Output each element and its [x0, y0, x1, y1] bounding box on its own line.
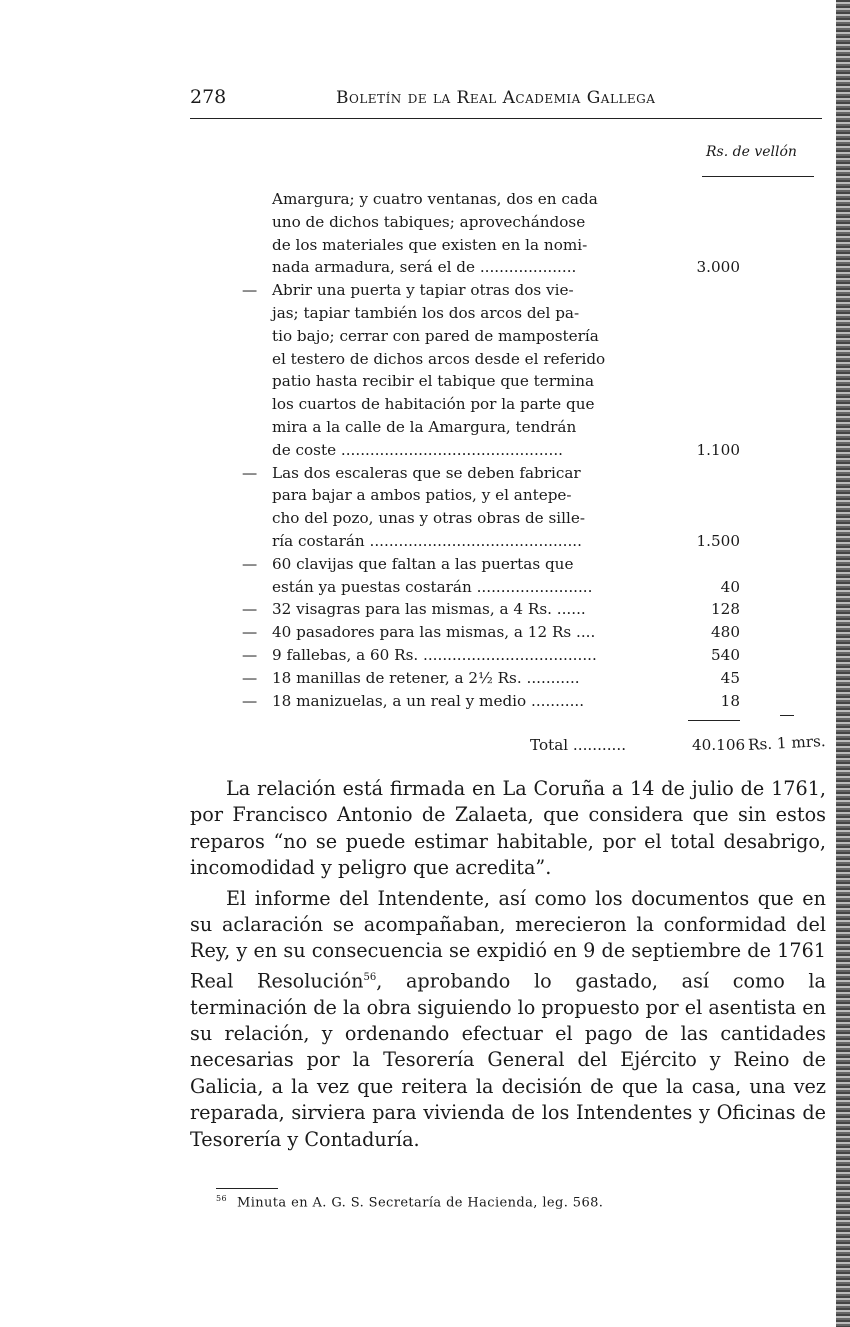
ledger-line: [240, 211, 820, 234]
ledger-entry: [240, 188, 820, 279]
ledger-line-text: Amargura; y cuatro ventanas, dos en cada: [272, 190, 598, 208]
ledger-line-text: están ya puestas costarán ........................: [272, 577, 593, 596]
ledger-line: [240, 621, 820, 644]
ledger-line: [240, 439, 820, 462]
ledger-line: [240, 370, 820, 393]
ledger-line-text: 32 visagras para las mismas, a 4 Rs. ......: [272, 600, 586, 619]
ledger-amount: 18: [720, 691, 740, 710]
ledger-line: [240, 462, 820, 485]
page-number: 278: [190, 86, 227, 108]
ledger-line: [240, 302, 820, 325]
total-label: Total ...........: [530, 736, 627, 754]
ledger-dash: —: [242, 691, 258, 710]
ledger-line-text: 9 fallebas, a 60 Rs. ....................................: [272, 645, 597, 664]
ledger-line: [240, 256, 820, 279]
ledger-line-text: 18 manizuelas, a un real y medio ...........: [272, 691, 585, 710]
ledger-dash: —: [242, 281, 258, 300]
ledger-line-text: Las dos escaleras que se deben fabricar: [272, 463, 581, 482]
paragraph-text: La relación está firmada en La Coruña a 14 de julio de 1761, por Francisco Antonio de Zalaeta, que considera que sin estos reparos “no se puede estimar habitable, por el total desabrigo, incomodidad y peligro que acredita”.: [190, 777, 826, 880]
paragraph-text-continued: , aprobando lo gastado, así como la terminación de la obra siguiendo lo propuesto por el asentista en su relación, y ordenando efectuar el pago de las cantidades necesarias por la Tesorería General del Ejército y Reino de Galicia, a la vez que reitera la decisión de que la casa, una vez reparada, sirviera para vivienda de los Intendentes y Oficinas de Tesorería y Contaduría.: [190, 969, 826, 1151]
ledger-line: [240, 484, 820, 507]
ledger-dash: —: [242, 668, 258, 687]
ledger-amount: 3.000: [696, 258, 740, 277]
header-rule: [190, 118, 822, 119]
ledger-entry: [240, 462, 820, 553]
body-paragraph: [190, 776, 826, 882]
ledger-line-text: ría costarán ............................................: [272, 531, 582, 550]
cost-ledger: [240, 188, 820, 712]
ledger-dash: —: [242, 554, 258, 573]
ledger-entry: [240, 598, 820, 621]
ledger-amount: 540: [711, 645, 740, 664]
total-unit: Rs. 1 mrs.: [747, 731, 827, 755]
ledger-line-text: el testero de dichos arcos desde el referido: [272, 349, 606, 368]
currency-column-heading: Rs. de vellón: [706, 144, 797, 160]
ledger-entry: [240, 621, 820, 644]
ledger-line-text: 60 clavijas que faltan a las puertas que: [272, 554, 574, 573]
footnote: [216, 1194, 603, 1210]
ledger-amount: 480: [711, 623, 740, 642]
ledger-dash: —: [242, 463, 258, 482]
ledger-line: [240, 507, 820, 530]
ledger-line-text: de los materiales que existen en la nomi-: [272, 235, 588, 254]
footnote-text: Minuta en A. G. S. Secretaría de Hacienda, leg. 568.: [236, 1195, 604, 1211]
ledger-line-text: mira a la calle de la Amargura, tendrán: [272, 417, 577, 436]
ledger-entry: [240, 667, 820, 690]
ledger-line: [240, 234, 820, 257]
page-edge-scan-border: [836, 0, 850, 1327]
currency-column-rule: [702, 176, 814, 177]
ledger-line: [240, 644, 820, 667]
ledger-line-text: los cuartos de habitación por la parte que: [272, 395, 595, 414]
ledger-line-text: de coste ..............................................: [272, 440, 563, 459]
ledger-line: [240, 553, 820, 576]
total-sum-rule-short: [780, 715, 794, 716]
body-text: [190, 776, 826, 1157]
ledger-line-text: cho del pozo, unas y otras obras de sille-: [272, 509, 585, 528]
footnote-number: 56: [216, 1194, 227, 1203]
ledger-line-text: uno de dichos tabiques; aprovechándose: [272, 212, 586, 231]
paragraph-text: El informe del Intendente, así como los documentos que en su aclaración se acompañaban, merecieron la conformidad del Rey, y en su consecuencia se expidió en 9 de septiembre de 1761 Real Resolución: [190, 886, 826, 993]
ledger-amount: 1.100: [696, 440, 740, 459]
ledger-amount: 128: [711, 600, 740, 619]
total-value: 40.106: [692, 736, 746, 754]
ledger-line: [240, 576, 820, 599]
ledger-line: [240, 667, 820, 690]
ledger-entry: [240, 644, 820, 667]
ledger-entry: [240, 553, 820, 599]
ledger-dash: —: [242, 623, 258, 642]
running-title: Boletín de la Real Academia Gallega: [336, 88, 656, 108]
ledger-line: [240, 188, 820, 211]
ledger-line-text: patio hasta recibir el tabique que termina: [272, 372, 595, 391]
ledger-entry: [240, 279, 820, 461]
total-sum-rule: [688, 720, 740, 721]
ledger-line: [240, 598, 820, 621]
ledger-line-text: nada armadura, será el de ....................: [272, 258, 577, 277]
ledger-amount: 40: [720, 577, 740, 596]
ledger-line: [240, 690, 820, 713]
ledger-line-text: 18 manillas de retener, a 2½ Rs. ...........: [272, 668, 580, 687]
footnote-reference: 56: [363, 971, 377, 983]
ledger-line: [240, 325, 820, 348]
ledger-line-text: tio bajo; cerrar con pared de mampostería: [272, 326, 599, 345]
ledger-line-text: Abrir una puerta y tapiar otras dos vie-: [272, 281, 574, 300]
ledger-line-text: 40 pasadores para las mismas, a 12 Rs ....: [272, 623, 596, 642]
ledger-line: [240, 279, 820, 302]
ledger-line: [240, 416, 820, 439]
ledger-entry: [240, 690, 820, 713]
ledger-dash: —: [242, 600, 258, 619]
ledger-line: [240, 530, 820, 553]
total-row: [240, 712, 840, 768]
ledger-line-text: para bajar a ambos patios, y el antepe-: [272, 486, 572, 505]
ledger-line: [240, 393, 820, 416]
footnote-rule: [216, 1188, 278, 1189]
page-header: [190, 86, 822, 114]
ledger-line-text: jas; tapiar también los dos arcos del pa-: [272, 303, 580, 322]
body-paragraph: [190, 886, 826, 1153]
ledger-amount: 1.500: [696, 531, 740, 550]
ledger-amount: 45: [720, 668, 740, 687]
ledger-dash: —: [242, 645, 258, 664]
ledger-line: [240, 348, 820, 371]
